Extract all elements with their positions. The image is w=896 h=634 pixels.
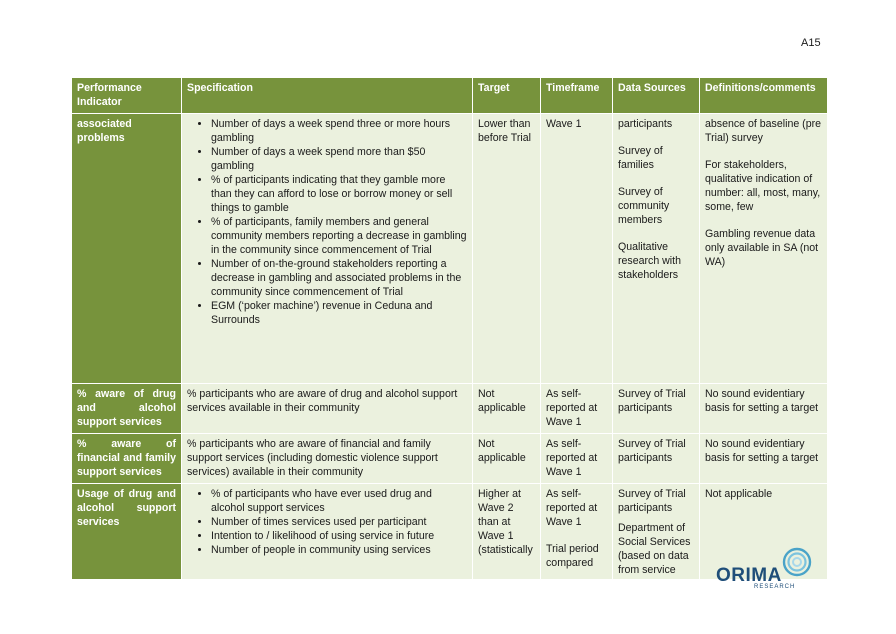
orima-logo xyxy=(716,547,816,593)
timeframe-cell: Wave 1 xyxy=(541,114,613,384)
specification-cell xyxy=(182,114,473,384)
specification-cell: % participants who are aware of financial and family support services (including domestic violence support services) available in their community xyxy=(182,434,473,484)
definitions-cell: No sound evidentiary basis for setting a target xyxy=(700,434,828,484)
definition: absence of baseline (pre Trial) survey xyxy=(705,118,822,144)
spec-bullet: • Number of on-the-ground stakeholders reporting a decrease in gambling and associated problems in the community since commencement of Trial xyxy=(211,257,467,299)
data-sources-cell xyxy=(613,114,700,384)
data-source: Survey of Trial participants xyxy=(618,488,686,514)
data-source: Department of Social Services (based on data from service xyxy=(618,522,691,576)
spec-bullet: • Number of people in community using services xyxy=(211,543,467,557)
definitions-cell: No sound evidentiary basis for setting a target xyxy=(700,384,828,434)
target-cell: Higher at Wave 2 than at Wave 1 (statistically xyxy=(473,484,541,580)
table-header-row xyxy=(72,78,828,114)
performance-indicator-table xyxy=(71,77,828,580)
page-number: A15 xyxy=(801,37,821,49)
target-cell: Lower than before Trial xyxy=(473,114,541,384)
specification-cell: % participants who are aware of drug and alcohol support services available in their community xyxy=(182,384,473,434)
column-header: Definitions/comments xyxy=(700,78,828,114)
spec-bullet: • Number of days a week spend three or more hours gambling xyxy=(211,117,467,145)
data-sources-cell: Survey of Trial participants xyxy=(613,434,700,484)
timeframe-cell: As self-reported at Wave 1 xyxy=(541,434,613,484)
table-row xyxy=(72,434,828,484)
spec-bullet: • % of participants indicating that they gamble more than they can afford to lose or borrow money or sell things to gamble xyxy=(211,173,467,215)
timeframe-entry: As self-reported at Wave 1 xyxy=(546,488,598,528)
spec-bullet: • Number of days a week spend more than $50 gambling xyxy=(211,145,467,173)
column-header: Specification xyxy=(182,78,473,114)
column-header: Timeframe xyxy=(541,78,613,114)
spec-bullet: • Intention to / likelihood of using service in future xyxy=(211,529,467,543)
definitions-cell: Not applicable xyxy=(700,484,828,580)
column-header: Target xyxy=(473,78,541,114)
target-cell: Not applicable xyxy=(473,384,541,434)
data-source: participants xyxy=(618,118,673,130)
logo-subtitle: RESEARCH xyxy=(754,584,796,590)
spec-bullet: • % of participants, family members and general community members reporting a decrease in gambling in the community since commencement of Trial xyxy=(211,215,467,257)
indicator-cell: Usage of drug and alcohol support services xyxy=(72,484,182,580)
table-row xyxy=(72,384,828,434)
target-cell: Not applicable xyxy=(473,434,541,484)
specification-cell xyxy=(182,484,473,580)
concentric-circles-icon xyxy=(782,547,812,577)
timeframe-cell xyxy=(541,484,613,580)
timeframe-cell: As self-reported at Wave 1 xyxy=(541,384,613,434)
spec-bullet: • % of participants who have ever used drug and alcohol support services xyxy=(211,487,467,515)
table-row xyxy=(72,484,828,580)
column-header: Performance Indicator xyxy=(72,78,182,114)
data-sources-cell xyxy=(613,484,700,580)
spec-bullet: • Number of times services used per participant xyxy=(211,515,467,529)
indicator-cell: associated problems xyxy=(72,114,182,384)
data-source: Survey of families xyxy=(618,145,663,171)
column-header: Data Sources xyxy=(613,78,700,114)
definition: For stakeholders, qualitative indication of number: all, most, many, some, few xyxy=(705,159,821,213)
table-row xyxy=(72,114,828,384)
indicator-cell: % aware of drug and alcohol support services xyxy=(72,384,182,434)
logo-wordmark: ORIMA xyxy=(716,565,782,586)
spec-bullet: • EGM (‘poker machine’) revenue in Ceduna and Surrounds xyxy=(211,299,467,327)
definition: Gambling revenue data only available in SA (not WA) xyxy=(705,228,819,268)
data-source: Qualitative research with stakeholders xyxy=(618,241,681,281)
data-sources-cell: Survey of Trial participants xyxy=(613,384,700,434)
timeframe-entry: Trial period compared xyxy=(546,543,599,569)
data-source: Survey of community members xyxy=(618,186,670,226)
indicator-cell: % aware of financial and family support services xyxy=(72,434,182,484)
definitions-cell xyxy=(700,114,828,384)
